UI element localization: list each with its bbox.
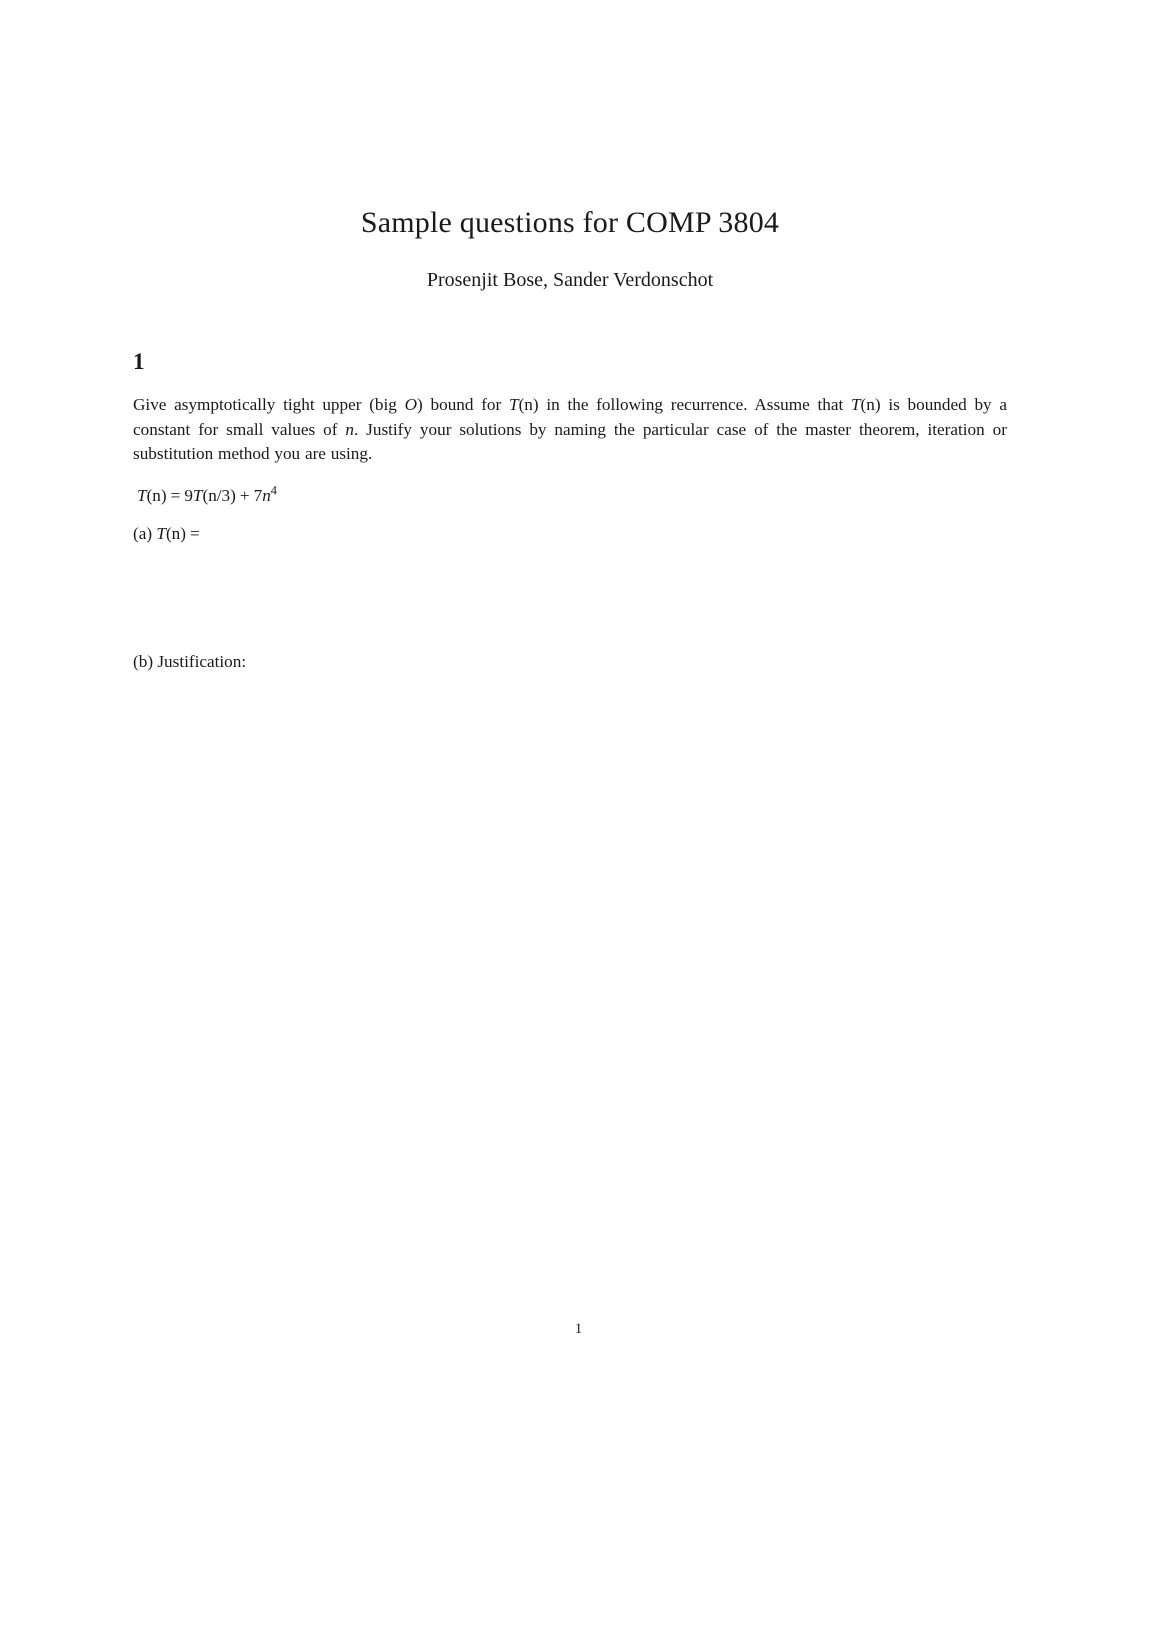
part-a-func: T	[156, 523, 166, 543]
part-b-label: (b)	[133, 651, 154, 671]
big-o-symbol: O	[404, 395, 418, 415]
part-b-text: Justification:	[157, 651, 247, 671]
equation-lhs-arg: (n)	[146, 485, 167, 505]
section-heading-1: 1	[133, 349, 145, 374]
question-paragraph	[133, 374, 1007, 466]
math-T-1: T	[509, 395, 519, 415]
equation-coefficient-b: 7	[253, 485, 263, 505]
equation-rec-arg: (n/3)	[202, 485, 236, 505]
math-T-2-arg: (n)	[860, 395, 881, 415]
math-n-var: n	[345, 419, 354, 439]
document-authors: Prosenjit Bose, Sander Verdonschot	[426, 269, 714, 291]
equation-exponent: 4	[270, 482, 277, 497]
part-b-justification-line	[133, 546, 1007, 674]
equation-coefficient-a: 9	[184, 485, 193, 505]
page-content	[133, 0, 1007, 674]
part-a-answer-line	[133, 508, 1007, 546]
equation-equals: =	[170, 485, 181, 505]
document-title: Sample questions for COMP 3804	[360, 206, 780, 239]
paragraph-text-5: . Justify your solutions by naming the particular case of the master theorem, iteration or substitution method you are using.	[133, 419, 1007, 464]
part-a-label: (a)	[133, 523, 153, 543]
equation-rec-func: T	[192, 485, 203, 505]
paragraph-text-1: Give asymptotically tight upper (big	[133, 395, 405, 415]
recurrence-equation	[133, 467, 1007, 508]
math-T-1-arg: (n)	[518, 395, 539, 415]
equation-plus: +	[239, 485, 250, 505]
math-T-2: T	[850, 395, 861, 415]
paragraph-text-4: is bounded by a constant for small values of	[133, 395, 1007, 439]
equation-lhs-func: T	[137, 485, 147, 505]
equation-term-variable: n	[262, 485, 271, 505]
page-number-footer: 1	[574, 1321, 583, 1337]
part-a-arg: (n)	[165, 523, 186, 543]
paragraph-text-2: ) bound for	[417, 395, 509, 415]
part-a-equals: =	[189, 523, 200, 543]
paragraph-text-3: in the following recurrence. Assume that	[538, 395, 851, 415]
